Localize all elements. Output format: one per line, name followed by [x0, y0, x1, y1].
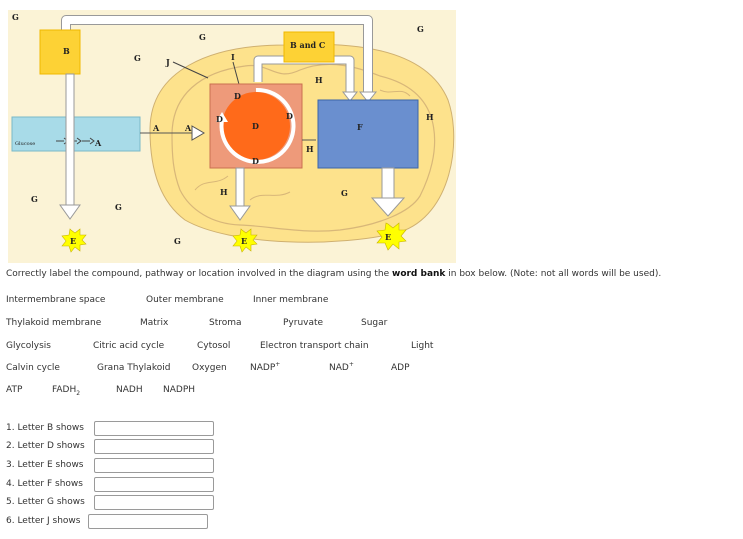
label-a2: A	[153, 123, 160, 133]
label-h3: H	[426, 112, 434, 122]
question-2	[6, 438, 85, 455]
wb-nad-base: NAD	[329, 363, 349, 373]
instructions	[6, 269, 661, 279]
label-g3: G	[417, 24, 424, 34]
wb-stroma: Stroma	[209, 318, 242, 328]
wb-nadp-sup: +	[275, 361, 281, 368]
label-d4: D	[252, 156, 259, 166]
label-a1: A	[95, 138, 102, 148]
wb-nadp-plus	[250, 363, 280, 373]
wb-nadph: NADPH	[163, 385, 196, 395]
wb-nad-plus	[329, 363, 354, 373]
wb-oxygen: Oxygen	[192, 363, 227, 373]
wb-fadh-base: FADH	[52, 385, 77, 395]
label-a3: A	[185, 123, 192, 133]
matrix-down-pipe	[236, 168, 244, 208]
wb-sugar: Sugar	[361, 318, 388, 328]
answer-2-input[interactable]	[94, 439, 214, 454]
question-1	[6, 420, 84, 437]
wb-glycolysis: Glycolysis	[6, 341, 51, 351]
question-1-label: 1. Letter B shows	[6, 423, 84, 433]
wb-inner-membrane: Inner membrane	[253, 295, 329, 305]
wb-thylakoid-membrane: Thylakoid membrane	[6, 318, 102, 328]
question-4-label: 4. Letter F shows	[6, 479, 83, 489]
label-d5: D	[216, 114, 223, 124]
label-e1: E	[70, 236, 77, 246]
wb-nadh: NADH	[116, 385, 143, 395]
b-down-pipe	[66, 74, 74, 207]
box-f	[318, 100, 418, 168]
question-2-label: 2. Letter D shows	[6, 441, 85, 451]
question-5-label: 5. Letter G shows	[6, 497, 85, 507]
question-6	[6, 513, 80, 530]
label-h1: H	[315, 75, 323, 85]
wb-adp: ADP	[391, 363, 410, 373]
instructions-bold: word bank	[392, 269, 446, 279]
question-3-label: 3. Letter E shows	[6, 460, 84, 470]
wb-citric-acid-cycle: Citric acid cycle	[93, 341, 165, 351]
answer-4-input[interactable]	[94, 477, 214, 492]
label-i: I	[231, 52, 235, 62]
label-glucose: Glucose	[15, 141, 36, 147]
wb-atp: ATP	[6, 385, 23, 395]
wb-fadh2	[52, 385, 80, 395]
answer-1-input[interactable]	[94, 421, 214, 436]
question-4	[6, 476, 83, 493]
label-g2: G	[199, 32, 206, 42]
wb-etc: Electron transport chain	[260, 341, 369, 351]
box-b	[40, 30, 80, 74]
label-g1: G	[12, 12, 19, 22]
label-g5: G	[31, 194, 38, 204]
wb-intermembrane: Intermembrane space	[6, 295, 106, 305]
label-g8: G	[341, 188, 348, 198]
label-j: J	[166, 57, 170, 67]
label-e2: E	[241, 236, 248, 246]
label-g6: G	[115, 202, 122, 212]
wb-cytosol: Cytosol	[197, 341, 231, 351]
cell-respiration-diagram	[0, 0, 743, 265]
label-f: F	[357, 122, 363, 132]
wb-light: Light	[411, 341, 434, 351]
label-d1: D	[252, 121, 259, 131]
label-b: B	[63, 46, 70, 56]
question-5	[6, 494, 85, 511]
wb-nad-sup: +	[348, 361, 354, 368]
answer-5-input[interactable]	[94, 495, 214, 510]
wb-grana-thylakoid: Grana Thylakoid	[97, 363, 171, 373]
label-d3: D	[286, 111, 293, 121]
answer-3-input[interactable]	[94, 458, 214, 473]
wb-nadp-base: NADP	[250, 363, 276, 373]
label-g4: G	[134, 53, 141, 63]
wb-calvin-cycle: Calvin cycle	[6, 363, 60, 373]
label-h4: H	[220, 187, 228, 197]
label-g7: G	[174, 236, 181, 246]
question-6-label: 6. Letter J shows	[6, 516, 81, 526]
answer-6-input[interactable]	[88, 514, 208, 529]
label-bandc: B and C	[290, 40, 326, 50]
wb-fadh-sub: 2	[76, 389, 81, 397]
instructions-pre: Correctly label the compound, pathway or location involved in the diagram using the	[6, 269, 392, 279]
question-3	[6, 457, 84, 474]
instructions-post: in box below. (Note: not all words will be used).	[445, 269, 662, 279]
label-h2: H	[306, 144, 314, 154]
label-d2: D	[234, 91, 241, 101]
wb-pyruvate: Pyruvate	[283, 318, 324, 328]
label-e3: E	[385, 232, 392, 242]
wb-matrix: Matrix	[140, 318, 169, 328]
wb-outer-membrane: Outer membrane	[146, 295, 224, 305]
f-down-pipe	[382, 168, 394, 200]
